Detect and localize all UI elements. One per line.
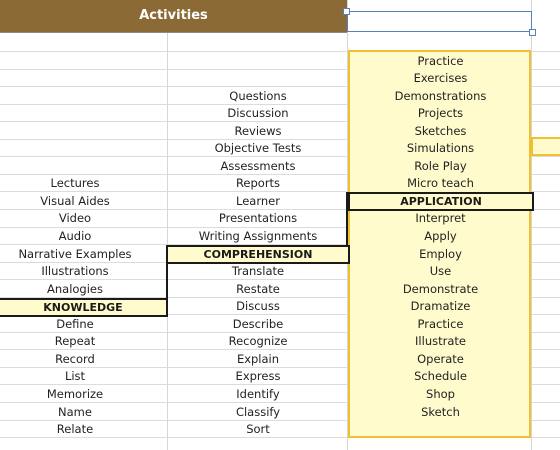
comprehension-activity-cell[interactable]: Writing Assignments (198, 229, 318, 243)
knowledge-verb-cell[interactable]: Repeat (54, 334, 96, 348)
comprehension-activity-cell[interactable]: Questions (229, 89, 287, 103)
application-activity-cell[interactable]: Practice (417, 54, 464, 68)
application-verb-cell[interactable]: Employ (419, 247, 462, 261)
knowledge-verb-cell[interactable]: Relate (56, 422, 94, 436)
next-level-box-edge (531, 137, 560, 156)
application-verb-cell[interactable]: Practice (417, 317, 464, 331)
selected-cell[interactable] (347, 11, 532, 32)
application-activity-cell[interactable]: Demonstrations (394, 89, 487, 103)
comprehension-activity-cell[interactable]: Reports (235, 176, 281, 190)
comprehension-activity-cell[interactable]: Discussion (227, 106, 289, 120)
header-divider (0, 32, 347, 33)
application-verb-cell[interactable]: Apply (424, 229, 457, 243)
application-activity-cell[interactable]: Role Play (414, 159, 467, 173)
knowledge-verb-cell[interactable]: List (64, 369, 86, 383)
activities-header[interactable]: Activities (139, 8, 208, 23)
comprehension-activity-cell[interactable]: Presentations (218, 211, 298, 225)
comprehension-verb-cell[interactable]: Translate (231, 264, 285, 278)
comprehension-activity-cell[interactable]: Objective Tests (214, 141, 302, 155)
knowledge-verb-cell[interactable]: Define (56, 317, 94, 331)
knowledge-verb-cell[interactable]: Memorize (46, 387, 104, 401)
application-verb-cell[interactable]: Dramatize (410, 299, 471, 313)
comprehension-verb-cell[interactable]: Describe (232, 317, 284, 331)
comprehension-verb-cell[interactable]: Classify (235, 405, 281, 419)
selection-handle-top-left[interactable] (343, 8, 350, 15)
comprehension-activity-cell[interactable]: Reviews (234, 124, 282, 138)
comprehension-activity-cell[interactable]: Learner (236, 194, 280, 208)
comprehension-verb-cell[interactable]: Identify (236, 387, 280, 401)
application-verb-cell[interactable]: Schedule (414, 369, 467, 383)
application-label[interactable]: APPLICATION (348, 192, 534, 211)
knowledge-activity-cell[interactable]: Video (58, 211, 92, 225)
selection-handle-bottom-right[interactable] (529, 29, 536, 36)
application-activity-cell[interactable]: Exercises (413, 71, 468, 85)
knowledge-activity-cell[interactable]: Analogies (47, 282, 103, 296)
comprehension-verb-cell[interactable]: Discuss (236, 299, 280, 313)
column-gridline (531, 0, 532, 450)
application-verb-cell[interactable]: Interpret (415, 211, 466, 225)
knowledge-label[interactable]: KNOWLEDGE (0, 298, 168, 317)
comprehension-verb-cell[interactable]: Sort (246, 422, 270, 436)
comprehension-verb-cell[interactable]: Express (235, 369, 281, 383)
comprehension-label[interactable]: COMPREHENSION (166, 245, 350, 264)
comprehension-activity-cell[interactable]: Assessments (220, 159, 296, 173)
application-activity-cell[interactable]: Projects (417, 106, 464, 120)
knowledge-activity-cell[interactable]: Narrative Examples (18, 247, 132, 261)
application-verb-cell[interactable]: Illustrate (415, 334, 466, 348)
knowledge-activity-cell[interactable]: Visual Aides (40, 194, 110, 208)
application-activity-cell[interactable]: Sketches (414, 124, 467, 138)
comprehension-verb-cell[interactable]: Restate (236, 282, 280, 296)
knowledge-verb-cell[interactable]: Name (58, 405, 92, 419)
application-verb-cell[interactable]: Operate (417, 352, 464, 366)
knowledge-verb-cell[interactable]: Record (55, 352, 95, 366)
knowledge-activity-cell[interactable]: Audio (58, 229, 92, 243)
comprehension-verb-cell[interactable]: Explain (236, 352, 280, 366)
application-verb-cell[interactable]: Demonstrate (402, 282, 479, 296)
application-verb-cell[interactable]: Shop (426, 387, 455, 401)
application-activity-cell[interactable]: Micro teach (407, 176, 474, 190)
knowledge-activity-cell[interactable]: Lectures (50, 176, 100, 190)
knowledge-activity-cell[interactable]: Illustrations (41, 264, 109, 278)
comprehension-verb-cell[interactable]: Recognize (228, 334, 288, 348)
application-activity-cell[interactable]: Simulations (406, 141, 475, 155)
application-verb-cell[interactable]: Use (429, 264, 452, 278)
application-verb-cell[interactable]: Sketch (421, 405, 460, 419)
